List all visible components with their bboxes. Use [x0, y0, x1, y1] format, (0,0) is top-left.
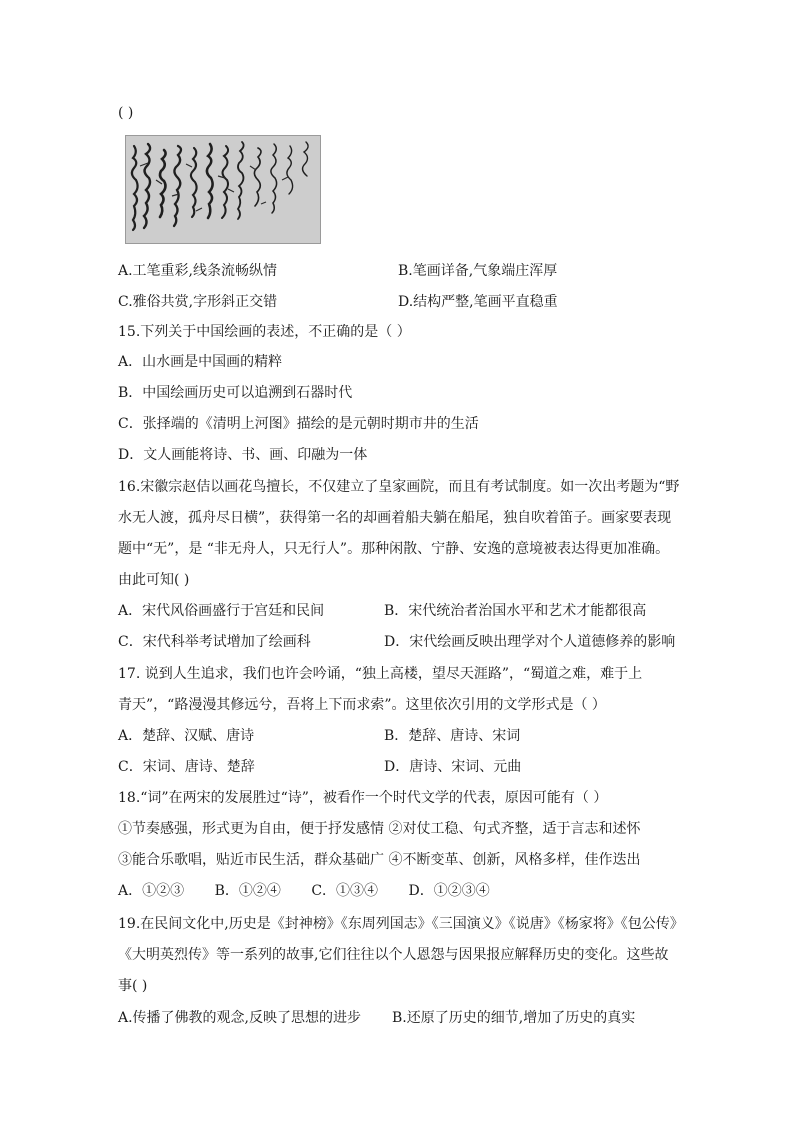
q14-option-a[interactable]: A.工笔重彩,线条流畅纵情: [118, 263, 278, 279]
q18-statement-line-1: ①节奏感强，形式更为自由，便于抒发感情 ②对仗工稳、句式齐整，适于言志和述怀: [118, 821, 641, 837]
q18-option-c[interactable]: C．①③④: [311, 883, 379, 899]
q14-option-b[interactable]: B.笔画详备,气象端庄浑厚: [398, 263, 558, 279]
q19-options-row-1: [118, 1008, 636, 1028]
q17-options-row-1: [118, 726, 521, 746]
q16-stem-line-2: 水无人渡，孤舟尽日横”，获得第一名的却画着船夫躺在船尾，独自吹着笛子。画家要表现: [118, 510, 672, 526]
q17-options-row-2: [118, 757, 522, 777]
q16-stem-line-4: 由此可知( ): [118, 572, 190, 588]
q16-options-row-2: [118, 632, 676, 652]
q14-option-c[interactable]: C.雅俗共赏,字形斜正交错: [118, 294, 278, 310]
q16-option-d[interactable]: D．宋代绘画反映出理学对个人道德修养的影响: [384, 634, 676, 650]
q15-option-b[interactable]: B．中国绘画历史可以追溯到石器时代: [118, 385, 353, 401]
q16-stem-line-1: 16.宋徽宗赵佶以画花鸟擅长，不仅建立了皇家画院，而且有考试制度。如一次出考题为“野: [118, 479, 680, 495]
q15-option-d[interactable]: D．文人画能将诗、书、画、印融为一体: [118, 447, 368, 463]
q16-option-c[interactable]: C．宋代科举考试增加了绘画科: [118, 634, 311, 650]
q18-stem: 18.“词”在两宋的发展胜过“诗”，被看作一个时代文学的代表，原因可能有（ ）: [118, 790, 608, 806]
q17-stem-line-1: 17. 说到人生追求，我们也许会吟诵，“独上高楼，望尽天涯路”，“蜀道之难，难于上: [118, 666, 643, 682]
q19-option-a[interactable]: A.传播了佛教的观念,反映了思想的进步: [118, 1010, 362, 1026]
q16-stem-line-3: 题中“无”，是 “非无舟人，只无行人”。那种闲散、宁静、安逸的意境被表达得更加准确。: [118, 541, 670, 557]
q18-option-a[interactable]: A．①②③: [118, 883, 185, 899]
q17-stem-line-2: 青天”，“路漫漫其修远兮，吾将上下而求索”。这里依次引用的文学形式是（ ）: [118, 697, 606, 713]
q16-options-row-1: [118, 601, 647, 621]
q19-stem-line-3: 事( ): [118, 978, 148, 994]
q15-option-a[interactable]: A．山水画是中国画的精粹: [118, 354, 283, 370]
q14-options-row-2: [118, 292, 558, 312]
q17-option-d[interactable]: D．唐诗、宋词、元曲: [384, 759, 522, 775]
q14-options-row-1: [118, 261, 558, 281]
calligraphy-scroll-icon: [126, 136, 320, 243]
q17-option-b[interactable]: B．楚辞、唐诗、宋词: [384, 728, 521, 744]
q16-option-a[interactable]: A．宋代风俗画盛行于宫廷和民间: [118, 603, 325, 619]
calligraphy-image: [125, 135, 321, 244]
q14-answer-bracket: ( ): [118, 105, 134, 121]
q18-option-b[interactable]: B．①②④: [214, 883, 281, 899]
q19-stem-line-2: 《大明英烈传》等一系列的故事,它们往往以个人恩怨与因果报应解释历史的变化。这些故: [118, 947, 669, 963]
q15-stem: 15.下列关于中国绘画的表述，不正确的是（ ）: [118, 324, 411, 340]
q16-option-b[interactable]: B．宋代统治者治国水平和艺术才能都很高: [384, 603, 647, 619]
q17-option-a[interactable]: A．楚辞、汉赋、唐诗: [118, 728, 255, 744]
q18-statement-line-2: ③能合乐歌唱，贴近市民生活，群众基础广 ④不断变革、创新，风格多样，佳作迭出: [118, 852, 641, 868]
q18-option-d[interactable]: D．①②③④: [408, 883, 490, 899]
q19-stem-line-1: 19.在民间文化中,历史是《封神榜》《东周列国志》《三国演义》《说唐》《杨家将》《包公传》: [118, 916, 684, 932]
q17-option-c[interactable]: C．宋词、唐诗、楚辞: [118, 759, 255, 775]
q14-option-d[interactable]: D.结构严整,笔画平直稳重: [398, 294, 558, 310]
q18-options-row: [118, 881, 516, 901]
q15-option-c[interactable]: C．张择端的《清明上河图》描绘的是元朝时期市井的生活: [118, 416, 479, 432]
q19-option-b[interactable]: B.还原了历史的细节,增加了历史的真实: [392, 1010, 636, 1026]
